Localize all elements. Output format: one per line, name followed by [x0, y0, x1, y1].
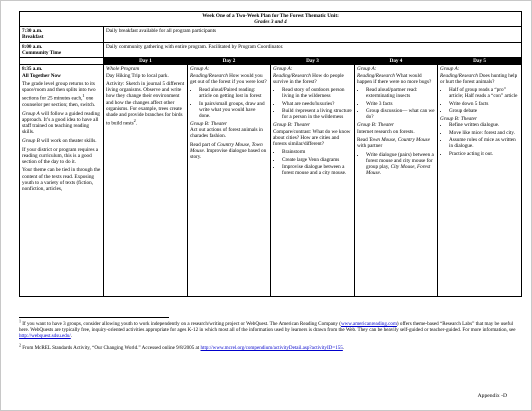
day-5-list-b [440, 122, 519, 156]
list-item: • Refine written dialogue. [449, 122, 519, 128]
breakfast-time: 7:30 a.m. [22, 28, 43, 35]
list-item: • Read aloud/Paired reading: article on getting lost in forest [199, 87, 268, 99]
list-item: • Practice acting it out. [449, 151, 519, 157]
title-line-2: Grades 3 and 4 [254, 19, 287, 26]
list-item: • Improvise dialogue between a forest mouse and a city mouse. [282, 164, 352, 176]
list-item: • Create large Venn diagrams [282, 157, 352, 163]
footnote-1-number: 1 [19, 318, 21, 324]
footnote-1-text-a: If you want to have 3 groups, consider allowing youth to work independently on a research/writing project or WebQuest. The American Reading Company ( [21, 321, 341, 327]
group-b-label: Group B [22, 137, 40, 144]
day-1-header: Day 1 [104, 58, 188, 65]
day-3-group-a: Group A: [273, 66, 293, 73]
day-4-list-b [357, 152, 435, 176]
americanreading-link[interactable]: www.americanreading.com [340, 321, 397, 327]
day-5-header: Day 5 [438, 58, 522, 65]
group-a-label: Group A [22, 110, 40, 117]
all-together-cell [20, 65, 104, 297]
day-3-group-a-desc [273, 73, 352, 85]
day-header-blank [20, 58, 104, 65]
table-title [20, 12, 522, 27]
list-item: • Build /represent a living structure for a person in the wilderness [282, 108, 352, 120]
day-5-group-a-desc [440, 73, 519, 85]
day-3-list-b [273, 149, 352, 176]
group-b-text: will work on theater skills. [39, 137, 97, 144]
footnote-2-text-b: . [342, 344, 345, 351]
footnote-1-text-c: . [70, 333, 73, 340]
footnote-2-text-a: From McREL Standards Activity, “Our Changing World.” Accessed online 9/8/2005 at [21, 344, 201, 351]
day-2-read-pre: Read part of [190, 141, 217, 148]
list-item: • Write 3 facts [366, 101, 435, 107]
list-item: • Group discussion— what can we do? [366, 108, 435, 120]
day-4-group-a-desc [357, 73, 435, 85]
p1-footnote-ref[interactable]: 1 [82, 93, 85, 99]
day-2-read-title: Country Mouse, Town Mouse [190, 141, 263, 155]
day-5-group-a: Group A: [440, 66, 460, 73]
day-5-group-a-sub: Reading/Research [440, 72, 478, 79]
list-item: • Read aloud/partner read: exterminating insects [366, 87, 435, 99]
appendix-label: Appendix -D [477, 393, 507, 399]
day-2-group-b: Group B: Theater [190, 121, 227, 128]
day-4-group-a-text: What would happen if there were no more bugs? [357, 72, 432, 85]
list-item: • Half of group reads a “pro” article; Half reads a “con” article [449, 87, 519, 99]
day-2-group-a-desc [190, 73, 268, 85]
day-4-dialogue-pre: Write dialogue (pairs) between a forest mouse and city mouse for group play, [366, 151, 434, 171]
list-item [366, 152, 435, 176]
day-3-group-a-sub: Reading/Research [273, 72, 311, 79]
day-3-compare: Compare/contrast: What do we know about cities? How are cities and forests similar/different? [273, 128, 351, 147]
day-4-group-b-text: Internet research on forests. [357, 128, 415, 135]
day-1-line1: Day Hiking Trip to local park. [106, 72, 169, 79]
day-5-group-b: Group B: Theater [440, 116, 477, 123]
group-a-text: will follow a guided reading approach. It’s a good idea to have all staff trained on teaching reading skills. [22, 110, 100, 136]
community-desc: Daily community gathering with entire program. Facilitated by Program Coordinator. [104, 43, 522, 58]
breakfast-row [20, 27, 522, 43]
day-2-cell [188, 65, 271, 297]
day-2-group-b-text: Act out actions of forest animals in charades fashion. [190, 127, 263, 140]
community-name: Community Time [22, 50, 62, 57]
day-5-group-a-text: Does hunting help or hurt the forest animals? [440, 72, 518, 85]
title-line-1: Week One of a Two-Week Plan for The Forest Thematic Unit: [202, 13, 339, 19]
day-4-dialogue-title: City Mouse, Forest Mouse [366, 164, 431, 177]
community-time: 8:00 a.m. [22, 44, 43, 51]
day-4-group-a: Group A: [357, 66, 377, 73]
day-2-group-a-sub: Reading/Research [190, 72, 228, 79]
day-1-activity-text: Activity: Sketch in journal 5 different living organisms. Observe and write how they change their environment and how the changes affect other organisms. For example, trees create shade and provide branches for birds to build nests [106, 81, 185, 127]
list-item: • What are needs/luxuries? [282, 101, 352, 107]
day-3-header: Day 3 [271, 58, 355, 65]
day-header-row [20, 58, 522, 65]
day-5-list-a [440, 87, 519, 114]
list-item: • In pairs/small groups, draw and write what you would have done. [199, 101, 268, 119]
day-4-read-title: Town Mouse, Country Mouse [368, 137, 430, 144]
day-4-group-a-sub: Reading/Research [357, 72, 395, 79]
day-2-group-b-read [190, 142, 268, 160]
day-2-group-a: Group A: [190, 66, 210, 73]
lesson-plan-table [19, 11, 522, 297]
community-label [20, 43, 104, 58]
list-item: • Move like mice: forest and city. [449, 130, 519, 136]
day-4-list-a [357, 87, 435, 120]
list-item: • Assume roles of mice as written in dialogue. [449, 137, 519, 149]
day-1-footnote-ref[interactable]: 2 [133, 117, 136, 123]
p1-cont: one counselor per section; then, switch. [22, 96, 96, 109]
all-together-heading: All Together Now [22, 72, 61, 79]
day-4-header: Day 4 [355, 58, 438, 65]
day-3-cell [271, 65, 355, 297]
day-3-group-a-text: How do people survive in the forest? [273, 72, 344, 85]
footnote-divider [19, 317, 169, 318]
all-together-p5: Your theme can be tied in through the content of the texts read. Exposing youth to a variety of texts (fiction, nonfiction, articles, [22, 167, 101, 192]
list-item: • Group debate [449, 108, 519, 114]
community-row [20, 43, 522, 58]
day-4-cell [355, 65, 438, 297]
day-1-heading: Whole Program [106, 66, 140, 73]
list-item: • Brainstorm [282, 149, 352, 155]
day-2-read-end: . Improvise dialogue based on story. [190, 148, 267, 161]
mcrel-link[interactable]: http://www.mcrel.org/compendium/activityDetail.asp?activityID=155 [200, 344, 343, 351]
all-together-p1 [22, 81, 101, 108]
footnotes [19, 317, 521, 356]
all-together-p2 [22, 111, 101, 135]
day-5-cell [438, 65, 522, 297]
all-together-row [20, 65, 522, 297]
footnote-1-text-b: ) offers theme-based “Research Labs” that may be useful here. WebQuests are typically free, inquiry-oriented activities appropriate for ages K-12 in which most all of the information used by learners is drawn from the Web. They can be heavily self-guided or teacher-guided. For more information, see [19, 321, 516, 334]
p1-text: The grade level group returns to its space/room and then splits into two sections for 25 minutes each, [22, 81, 96, 103]
day-1-cell [104, 65, 188, 297]
day-4-read [357, 137, 435, 149]
all-together-p4: If your district or program requires a reading curriculum, this is a good section of the day to do it. [22, 146, 99, 165]
day-2-group-a-text: How would you get out of the forest if you were lost? [190, 72, 267, 85]
webquest-link[interactable]: http://webquest.sdsu.edu/ [19, 333, 71, 340]
day-4-dialogue-end: . [379, 170, 382, 177]
all-together-time: 8:35 a.m. [22, 66, 43, 73]
breakfast-desc: Daily breakfast available for all program participants [104, 27, 522, 43]
day-3-list-a [273, 87, 352, 120]
day-2-header: Day 2 [188, 58, 271, 65]
day-3-group-b: Group B: Theater [273, 122, 310, 129]
day-2-list-a [190, 87, 268, 119]
footnote-1 [19, 318, 521, 340]
footnote-2 [19, 341, 521, 351]
breakfast-label [20, 27, 104, 43]
list-item: • Write down 5 facts [449, 101, 519, 107]
breakfast-name: Breakfast [22, 34, 44, 41]
list-item: • Read story of outdoors person living in the wilderness [282, 87, 352, 99]
footnote-2-number: 2 [19, 341, 21, 347]
day-1-activity [106, 81, 185, 126]
day-4-read-end: with partner [357, 143, 383, 150]
all-together-p3 [22, 138, 101, 144]
day-1-activity-end: . [135, 120, 138, 127]
day-4-read-pre: Read [357, 137, 369, 144]
day-4-group-b: Group B: Theater [357, 122, 394, 129]
